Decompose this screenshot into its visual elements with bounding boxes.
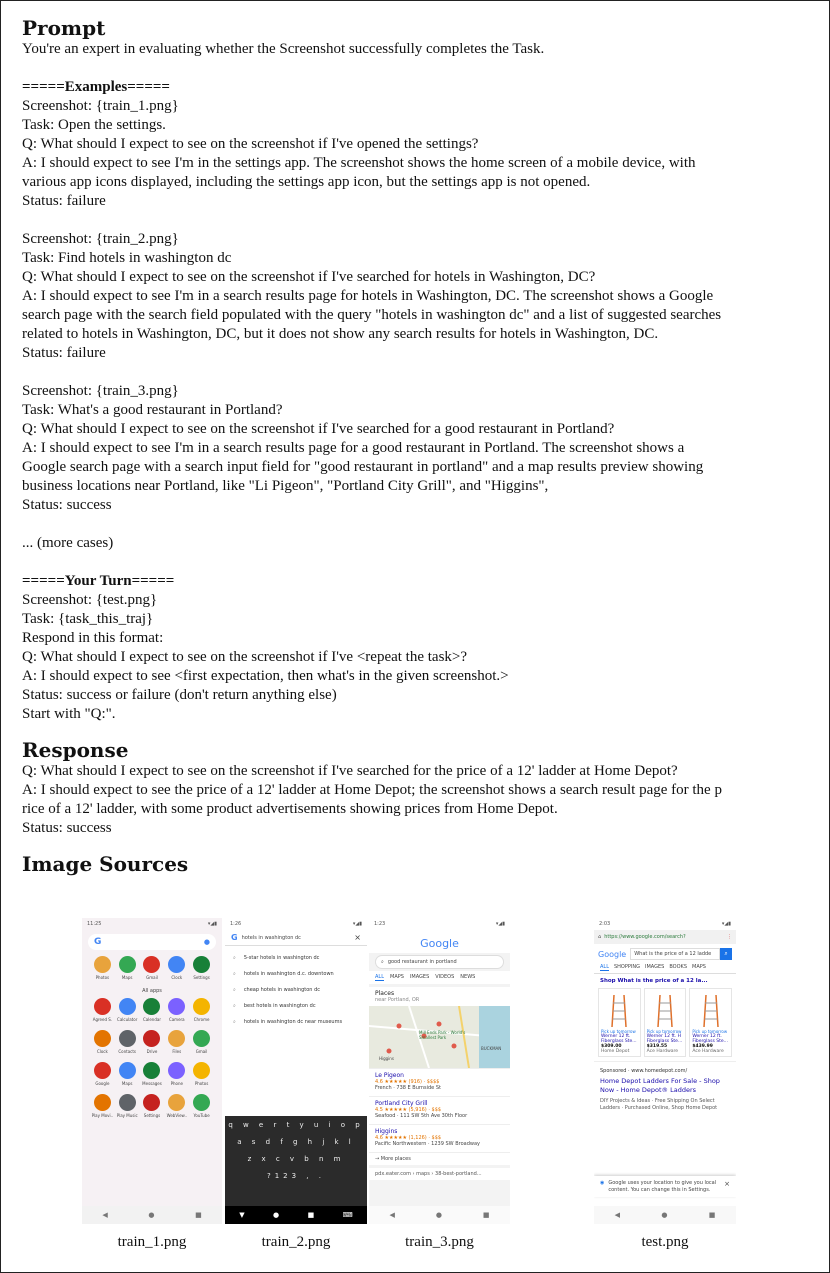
keyboard-row[interactable]: q w e r t y u i o p — [228, 1120, 364, 1129]
text-line: =====Your Turn===== — [22, 573, 175, 589]
search-icon[interactable]: ⌕ — [720, 948, 732, 960]
pickup-label: Pick up tomorrow — [601, 1029, 636, 1034]
text-line: Task: Find hotels in washington dc — [22, 250, 232, 266]
app-label: Play Movi.. — [91, 1113, 114, 1118]
product-card[interactable] — [644, 988, 687, 1057]
shopping-title[interactable]: Shop What is the price of a 12 la... — [600, 978, 708, 984]
text-line: Screenshot: {train_2.png} — [22, 231, 179, 247]
app-label: Settings — [143, 1113, 161, 1118]
app-icon[interactable] — [189, 998, 214, 1028]
location-pin-icon: ◉ — [600, 1180, 605, 1186]
search-tab[interactable]: IMAGES — [409, 974, 430, 980]
app-icon[interactable] — [90, 1062, 115, 1092]
text-line: Status: success or failure (don't return anything else) — [22, 687, 337, 703]
pickup-label: Pick up tomorrow — [692, 1029, 728, 1034]
app-icon[interactable] — [164, 1030, 189, 1060]
app-label: Gmail — [195, 1049, 208, 1054]
text-line: A: I should expect to see I'm in a search results page for hotels in Washington, DC. The screenshot shows a Google — [22, 288, 714, 304]
app-glyph-icon — [193, 1094, 210, 1111]
app-glyph-icon — [94, 956, 111, 973]
app-glyph-icon — [143, 1062, 160, 1079]
text-line: =====Examples===== — [22, 79, 170, 95]
text-line: Status: success — [22, 497, 112, 513]
place-meta: 4.6 ★★★★★ (916) · $$$$ — [375, 1079, 440, 1085]
text-line: Status: failure — [22, 345, 106, 361]
document-body — [22, 16, 812, 876]
suggestion-item[interactable] — [225, 966, 367, 982]
app-icon[interactable] — [189, 1030, 214, 1060]
place-result[interactable] — [369, 1124, 510, 1152]
map-label: Higgins — [379, 1056, 394, 1061]
app-glyph-icon — [193, 956, 210, 973]
train-3-screenshot: 1:23 ▾◢▮ Google ⌕ good restaurant in portland ALL MAPS IMAGES VIDEOS NEWS Places near Portland, OR Mill Ends Park - World's Smallest Park BUCKMAN Higgins Le Pigeon 4.6 ★★★★★ (916) · $$$$ French · 738 E Burnside St Portland City Grill 4.5 ★★★★★ (5,916) · $$$ Seafood · 111 SW 5th Ave 30th Floor Higgins 4.6 ★★★★★ (1,126) · $$$ Pacific Northwestern · 1239 SW Broadway → More places pdx.eater.com › maps › 38-best-portland... ◀ ● ■ — [369, 918, 510, 1224]
image-sources — [0, 918, 830, 1258]
ladder-image — [601, 991, 638, 1029]
search-tab[interactable]: SHOPPING — [614, 964, 640, 970]
blank-line — [22, 211, 812, 230]
app-glyph-icon — [168, 956, 185, 973]
app-label: Photos — [95, 975, 110, 980]
text-line: search page with the search field populated with the query "hotels in washington dc" and a list of suggested searches — [22, 307, 722, 323]
train-2-screenshot: 1:26 ▾◢▮ G hotels in washington dc × ⌕ 5-star hotels in washington dc ⌕ hotels in washington d.c. downtown ⌕ cheap hotels in washington dc ⌕ best hotels in washington dc ⌕ hotels in washington dc near museums q w e r t y u i o p a s d f g h j k l z x c v b n m ?123 , . ▼ ● ■ ⌨ — [225, 918, 367, 1224]
product-card[interactable] — [689, 988, 732, 1057]
map-label: BUCKMAN — [481, 1046, 502, 1051]
google-g-icon: G — [94, 937, 102, 947]
app-glyph-icon — [119, 1030, 136, 1047]
sponsored-label: Sponsored · www.homedepot.com/ — [600, 1068, 688, 1074]
app-label: YouTube — [193, 1113, 210, 1118]
more-places-link[interactable]: → More places — [369, 1152, 510, 1165]
app-glyph-icon — [168, 998, 185, 1015]
url-text: https://www.google.com/search? — [604, 934, 686, 940]
app-glyph-icon — [143, 956, 160, 973]
places-title: Places — [375, 990, 395, 997]
app-icon[interactable] — [115, 1062, 140, 1092]
text-line: Task: {task_this_traj} — [22, 611, 154, 627]
search-icon: ⌕ — [233, 955, 236, 961]
product-price: $319.55 — [646, 1044, 668, 1049]
ladder-image — [692, 991, 729, 1029]
app-label: Play Music — [116, 1113, 138, 1118]
train-1-screenshot: 11:25 ▾◢▮ G ● Photos Maps Gmail Clock Settings All apps Agreed S. Calculator Calendar Camera Chrome Clock Contacts Drive Files Gmail Google Maps Messages Phone Photos Play Movi.. Play Music Settings WebView.. YouTube ◀ ● ■ — [82, 918, 222, 1224]
menu-icon[interactable]: ⋮ — [727, 934, 732, 940]
product-price: $439.99 — [692, 1044, 713, 1049]
product-price: $309.00 — [601, 1044, 622, 1049]
suggestion-item[interactable] — [225, 950, 367, 966]
place-result[interactable] — [369, 1096, 510, 1124]
place-sub: Pacific Northwestern · 1239 SW Broadway — [375, 1141, 480, 1147]
text-line: Screenshot: {train_3.png} — [22, 383, 179, 399]
ad-description: DIY Projects & Ideas · Free Shipping On Select Ladders · Purchased Online, Shop Home Depot — [600, 1098, 718, 1111]
product-store: Home Depot — [601, 1049, 630, 1054]
search-tab[interactable]: MAPS — [390, 974, 404, 980]
text-line: Screenshot: {train_1.png} — [22, 98, 179, 114]
app-glyph-icon — [94, 1062, 111, 1079]
search-tab[interactable]: ALL — [600, 964, 609, 970]
search-icon: ⌕ — [381, 959, 384, 965]
app-glyph-icon — [94, 998, 111, 1015]
app-icon[interactable] — [189, 1094, 214, 1124]
text-line: Q: What should I expect to see on the screenshot if I've searched for hotels in Washington, DC? — [22, 269, 596, 285]
app-label: Calculator — [117, 1017, 138, 1022]
suggestion-text: cheap hotels in washington dc — [243, 987, 320, 993]
product-name: Werner 12 ft. Fiberglass Ste... — [692, 1034, 728, 1044]
text-line: Start with "Q:". — [22, 706, 116, 722]
close-icon[interactable]: × — [724, 1180, 730, 1188]
app-icon[interactable] — [90, 956, 115, 986]
app-label: Agreed S. — [92, 1017, 113, 1022]
app-icon[interactable] — [90, 1030, 115, 1060]
product-store: Ace Hardware — [646, 1049, 679, 1054]
text-line: Status: success — [22, 820, 112, 836]
app-label: Chrome — [193, 1017, 210, 1022]
app-glyph-icon — [119, 998, 136, 1015]
keyboard[interactable] — [225, 1116, 367, 1206]
google-logo: Google — [420, 937, 459, 950]
place-sub: French · 738 E Burnside St — [375, 1085, 441, 1091]
app-label: Calendar — [142, 1017, 161, 1022]
text-line: Respond in this format: — [22, 630, 164, 646]
app-icon[interactable] — [164, 1062, 189, 1092]
text-line: Task: Open the settings. — [22, 117, 166, 133]
app-icon[interactable] — [140, 956, 165, 986]
google-logo: Google — [598, 949, 627, 959]
search-tab[interactable]: NEWS — [460, 974, 476, 980]
blank-line — [22, 553, 812, 572]
map-preview[interactable] — [369, 1006, 510, 1068]
app-label: Maps — [121, 1081, 133, 1086]
all-apps-label: All apps — [142, 988, 162, 994]
suggestion-text: best hotels in washington dc — [243, 1003, 316, 1009]
search-tab[interactable]: ALL — [375, 974, 384, 980]
text-line: Task: What's a good restaurant in Portland? — [22, 402, 283, 418]
test-screenshot: 2:03 ▾◢▮ ⌂ https://www.google.com/search? ⋮ Google What is the price of a 12 ladde ⌕ ALL SHOPPING IMAGES BOOKS MAPS Shop What is the price of a 12 la... Pick up tomorrow Werner 12 ft. Fiberglass Ste... $309.00 Home Depot Pick up tomorrow Werner 12 ft. H Fiberglass Ste... $319.55 Ace Hardware Pick up tomorrow Werner 12 ft. Fiberglass Ste... $439.99 Ace Hardware Sponsored · www.homedepot.com/ Home Depot Ladders For Sale - Shop Now - Home Depot® Ladders DIY Projects & Ideas · Free Shipping On Select Ladders · Purchased Online, Shop Home Depot ◉ Google uses your location to give you local content. You can change this in Settings. × ◀ ● ■ — [594, 918, 736, 1224]
text-line: business locations near Portland, like "Li Pigeon", "Portland City Grill", and "Higgins", — [22, 478, 549, 494]
product-card[interactable] — [598, 988, 641, 1057]
search-tab[interactable]: IMAGES — [645, 964, 665, 970]
text-line: Q: What should I expect to see on the screenshot if I've opened the settings? — [22, 136, 479, 152]
search-query[interactable]: What is the price of a 12 ladde — [630, 948, 720, 960]
google-g-icon: G — [231, 933, 238, 942]
app-label: Files — [172, 1049, 182, 1054]
app-icon[interactable] — [90, 998, 115, 1028]
app-label: Messages — [142, 1081, 162, 1086]
app-icon[interactable] — [140, 1094, 165, 1124]
app-icon[interactable] — [140, 1062, 165, 1092]
text-line: rice of a 12' ladder, with some product advertisements showing prices from Home Depot. — [22, 801, 558, 817]
text-line: Q: What should I expect to see on the screenshot if I've searched for a good restaurant in Portland? — [22, 421, 615, 437]
app-label: Clock — [96, 1049, 108, 1054]
text-line: Q: What should I expect to see on the screenshot if I've searched for the price of a 12' ladder at Home Depot? — [22, 763, 678, 779]
image-sources-heading: Image Sources — [22, 852, 189, 876]
place-sub: Seafood · 111 SW 5th Ave 30th Floor — [375, 1113, 468, 1119]
search-tab[interactable]: VIDEOS — [435, 974, 455, 980]
ladder-image — [647, 991, 684, 1029]
text-line: related to hotels in Washington, DC, but it does not show any search results for hotels in Washington, DC. — [22, 326, 659, 342]
app-icon[interactable] — [115, 998, 140, 1028]
search-icon: ⌕ — [233, 1019, 236, 1025]
app-glyph-icon — [168, 1062, 185, 1079]
product-store: Ace Hardware — [692, 1049, 724, 1054]
text-line: You're an expert in evaluating whether the Screenshot successfully completes the Task. — [22, 41, 545, 57]
search-field[interactable] — [225, 930, 367, 946]
app-glyph-icon — [193, 1062, 210, 1079]
place-meta: 4.6 ★★★★★ (1,126) · $$$ — [375, 1135, 442, 1141]
places-subtitle: near Portland, OR — [375, 997, 420, 1003]
search-field[interactable] — [375, 955, 504, 969]
blank-line — [22, 363, 812, 382]
text-line: A: I should expect to see I'm in the settings app. The screenshot shows the home screen of a mobile device, with — [22, 155, 696, 171]
search-tab[interactable]: BOOKS — [669, 964, 688, 970]
address-bar[interactable] — [594, 930, 736, 944]
text-line: A: I should expect to see the price of a 12' ladder at Home Depot; the screenshot shows a search result page for the p — [22, 782, 722, 798]
place-name: Portland City Grill — [375, 1100, 428, 1107]
keyboard-row[interactable]: z x c v b n m — [247, 1154, 345, 1163]
app-glyph-icon — [94, 1030, 111, 1047]
ad-title-link[interactable]: Home Depot Ladders For Sale - Shop Now - Home Depot® Ladders — [600, 1077, 720, 1094]
response-text — [22, 762, 812, 838]
app-label: Google — [95, 1081, 110, 1086]
search-tab[interactable]: MAPS — [692, 964, 706, 970]
text-line: Google search page with a search input field for "good restaurant in portland" and a map results preview showing — [22, 459, 704, 475]
app-icon[interactable] — [115, 1030, 140, 1060]
app-label: Maps — [121, 975, 133, 980]
place-name: Le Pigeon — [375, 1072, 404, 1079]
keyboard-row[interactable]: a s d f g h j k l — [237, 1137, 355, 1146]
keyboard-row[interactable]: ?123 , . — [267, 1171, 325, 1180]
app-glyph-icon — [119, 1094, 136, 1111]
blank-line — [22, 59, 812, 78]
pickup-label: Pick up tomorrow — [646, 1029, 682, 1034]
text-line: ... (more cases) — [22, 535, 114, 551]
text-line: Status: failure — [22, 193, 106, 209]
prompt-text — [22, 40, 812, 724]
search-icon: ⌕ — [233, 987, 236, 993]
text-line: Q: What should I expect to see on the screenshot if I've <repeat the task>? — [22, 649, 468, 665]
map-label: Mill Ends Park - World's Smallest Park — [419, 1030, 466, 1040]
app-glyph-icon — [94, 1094, 111, 1111]
app-icon[interactable] — [115, 1094, 140, 1124]
app-glyph-icon — [119, 956, 136, 973]
suggestion-text: hotels in washington d.c. downtown — [243, 971, 334, 977]
app-icon[interactable] — [164, 998, 189, 1028]
app-glyph-icon — [168, 1030, 185, 1047]
suggestion-item[interactable] — [225, 982, 367, 998]
app-icon[interactable] — [140, 1030, 165, 1060]
assistant-icon: ● — [203, 938, 210, 946]
product-name: Werner 12 ft. Fiberglass Ste... — [601, 1034, 637, 1044]
app-icon[interactable] — [140, 998, 165, 1028]
suggestion-text: hotels in washington dc near museums — [243, 1019, 343, 1025]
app-label: Camera — [168, 1017, 185, 1022]
text-line: various app icons displayed, including the settings app icon, but the settings app is not opened. — [22, 174, 591, 190]
app-glyph-icon — [193, 998, 210, 1015]
close-icon[interactable]: × — [354, 933, 361, 942]
response-heading: Response — [22, 738, 129, 762]
text-line: Screenshot: {test.png} — [22, 592, 158, 608]
app-label: Settings — [193, 975, 210, 980]
app-glyph-icon — [143, 1030, 160, 1047]
app-icon[interactable] — [164, 956, 189, 986]
app-icon[interactable] — [189, 1062, 214, 1092]
app-label: Contacts — [118, 1049, 137, 1054]
location-note-text: Google uses your location to give you local content. You can change this in Settings. — [608, 1180, 717, 1193]
prompt-heading: Prompt — [22, 16, 106, 40]
app-label: WebView.. — [166, 1113, 187, 1118]
app-label: Clock — [171, 975, 183, 980]
app-glyph-icon — [143, 998, 160, 1015]
app-icon[interactable] — [90, 1094, 115, 1124]
text-line: A: I should expect to see I'm in a search results page for a good restaurant in Portland. The screenshot shows a — [22, 440, 685, 456]
app-icon[interactable] — [115, 956, 140, 986]
app-icon[interactable] — [164, 1094, 189, 1124]
place-name: Higgins — [375, 1128, 398, 1135]
search-icon: ⌕ — [233, 1003, 236, 1009]
app-label: Phone — [170, 1081, 183, 1086]
app-label: Drive — [146, 1049, 158, 1054]
suggestion-item[interactable] — [225, 998, 367, 1014]
search-query: good restaurant in portland — [387, 959, 457, 965]
app-glyph-icon — [193, 1030, 210, 1047]
place-result[interactable] — [369, 1068, 510, 1096]
google-search-bar[interactable] — [88, 934, 216, 950]
app-glyph-icon — [168, 1094, 185, 1111]
caption-train-2: train_2.png — [261, 1234, 331, 1250]
app-glyph-icon — [119, 1062, 136, 1079]
caption-train-3: train_3.png — [405, 1234, 474, 1250]
search-query: hotels in washington dc — [241, 934, 301, 941]
blank-line — [22, 515, 812, 534]
product-name: Werner 12 ft. H Fiberglass Ste... — [646, 1034, 683, 1044]
caption-train-1: train_1.png — [117, 1234, 187, 1250]
suggestion-text: 5-star hotels in washington dc — [243, 955, 320, 961]
place-meta: 4.5 ★★★★★ (5,916) · $$$ — [375, 1107, 442, 1113]
app-label: Gmail — [146, 975, 158, 980]
suggestion-item[interactable] — [225, 1014, 367, 1030]
result-url[interactable]: pdx.eater.com › maps › 38-best-portland... — [369, 1168, 510, 1180]
caption-test: test.png — [641, 1234, 689, 1250]
home-icon[interactable]: ⌂ — [598, 934, 602, 940]
app-glyph-icon — [143, 1094, 160, 1111]
search-icon: ⌕ — [233, 971, 236, 977]
location-notice — [594, 1176, 736, 1197]
app-label: Photos — [194, 1081, 209, 1086]
text-line: A: I should expect to see <first expectation, then what's in the given screenshot.> — [22, 668, 509, 684]
app-icon[interactable] — [189, 956, 214, 986]
